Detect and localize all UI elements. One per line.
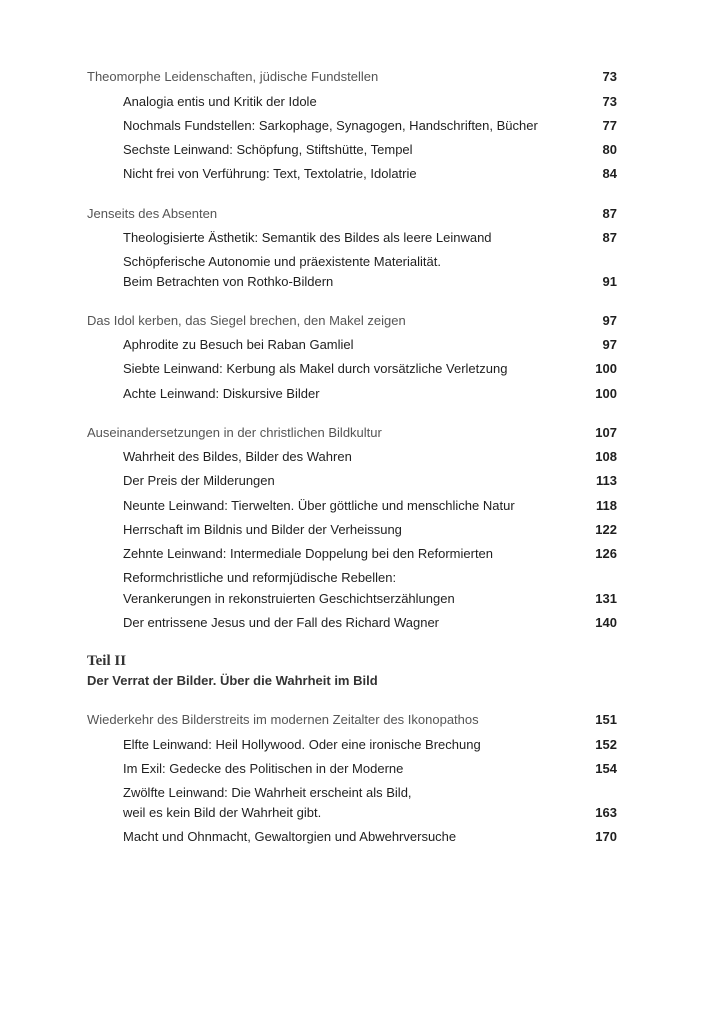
toc-entry-line1: [0, 567, 723, 589]
page-number: 154: [595, 761, 617, 776]
toc-entry: [0, 495, 723, 517]
toc-entry-line2: [0, 802, 723, 824]
page-number: 87: [602, 206, 617, 221]
entry-title: Nicht frei von Verführung: Text, Textolatrie, Idolatrie: [123, 166, 417, 181]
page-number: 73: [602, 94, 617, 109]
entry-title-line1: Schöpferische Autonomie und präexistente Materialität.: [123, 254, 441, 269]
page-number: 107: [595, 425, 617, 440]
toc-section-heading: [0, 203, 723, 225]
toc-entry: [0, 734, 723, 756]
page-number: 126: [595, 546, 617, 561]
entry-title-line2: Verankerungen in rekonstruierten Geschichtserzählungen: [123, 591, 455, 606]
page-number: 140: [595, 615, 617, 630]
entry-title-line2: Beim Betrachten von Rothko-Bildern: [123, 274, 334, 289]
toc-entry: [0, 519, 723, 541]
entry-title: Wahrheit des Bildes, Bilder des Wahren: [123, 449, 352, 464]
page-number: 163: [595, 805, 617, 820]
entry-title: Neunte Leinwand: Tierwelten. Über göttliche und menschliche Natur: [123, 498, 515, 513]
entry-title: Zehnte Leinwand: Intermediale Doppelung bei den Reformierten: [123, 546, 494, 561]
entry-title-line1: Zwölfte Leinwand: Die Wahrheit erscheint als Bild,: [123, 785, 412, 800]
entry-title: Im Exil: Gedecke des Politischen in der Moderne: [123, 761, 404, 776]
page-number: 97: [602, 313, 617, 328]
toc-entry: [0, 446, 723, 468]
toc-entry-line1: [0, 251, 723, 273]
entry-title: Elfte Leinwand: Heil Hollywood. Oder eine ironische Brechung: [123, 737, 481, 752]
page-number: 170: [595, 829, 617, 844]
section-title: Wiederkehr des Bilderstreits im modernen Zeitalter des Ikonopathos: [87, 712, 479, 727]
part-label: Teil II: [87, 653, 127, 669]
page-number: 100: [595, 361, 617, 376]
entry-title: Analogia entis und Kritik der Idole: [123, 94, 317, 109]
page-number: 131: [595, 591, 617, 606]
page-number: 152: [595, 737, 617, 752]
toc-entry: [0, 543, 723, 565]
page-number: 80: [602, 142, 617, 157]
toc-entry-line2: [0, 588, 723, 610]
page-number: 97: [602, 337, 617, 352]
toc-section-heading: [0, 709, 723, 731]
section-title: Theomorphe Leidenschaften, jüdische Fundstellen: [87, 69, 379, 84]
entry-title: Sechste Leinwand: Schöpfung, Stiftshütte, Tempel: [123, 142, 413, 157]
toc-entry: [0, 612, 723, 634]
entry-title: Siebte Leinwand: Kerbung als Makel durch vorsätzliche Verletzung: [123, 361, 508, 376]
toc-section-heading: [0, 310, 723, 332]
toc-entry: [0, 826, 723, 848]
page-number: 84: [602, 166, 617, 181]
page-number: 77: [602, 118, 617, 133]
toc-section-heading: [0, 422, 723, 444]
part-title: Der Verrat der Bilder. Über die Wahrheit im Bild: [87, 673, 378, 688]
page-number: 108: [595, 449, 617, 464]
page-number: 151: [595, 712, 617, 727]
entry-title: Der Preis der Milderungen: [123, 473, 275, 488]
toc-entry-line2: [0, 271, 723, 293]
entry-title: Der entrissene Jesus und der Fall des Richard Wagner: [123, 615, 439, 630]
entry-title: Aphrodite zu Besuch bei Raban Gamliel: [123, 337, 354, 352]
toc-entry: [0, 139, 723, 161]
section-title: Jenseits des Absenten: [87, 206, 218, 221]
toc-entry: [0, 470, 723, 492]
toc-section-heading: [0, 66, 723, 88]
toc-entry: [0, 227, 723, 249]
entry-title: Achte Leinwand: Diskursive Bilder: [123, 386, 320, 401]
toc-entry: [0, 91, 723, 113]
page-number: 122: [595, 522, 617, 537]
toc-entry: [0, 163, 723, 185]
entry-title: Theologisierte Ästhetik: Semantik des Bildes als leere Leinwand: [123, 230, 492, 245]
entry-title-line2: weil es kein Bild der Wahrheit gibt.: [123, 805, 322, 820]
page-number: 100: [595, 386, 617, 401]
toc-entry: [0, 758, 723, 780]
page-number: 73: [602, 69, 617, 84]
toc-entry: [0, 358, 723, 380]
page-number: 118: [596, 498, 617, 513]
toc-entry-line1: [0, 782, 723, 804]
toc-entry: [0, 383, 723, 405]
page-number: 113: [596, 473, 617, 488]
toc-entry: [0, 334, 723, 356]
entry-title-line1: Reformchristliche und reformjüdische Rebellen:: [123, 570, 397, 585]
entry-title: Macht und Ohnmacht, Gewaltorgien und Abwehrversuche: [123, 829, 457, 844]
page-number: 91: [602, 274, 617, 289]
section-title: Das Idol kerben, das Siegel brechen, den Makel zeigen: [87, 313, 406, 328]
entry-title: Nochmals Fundstellen: Sarkophage, Synagogen, Handschriften, Bücher: [123, 118, 538, 133]
section-title: Auseinandersetzungen in der christlichen Bildkultur: [87, 425, 382, 440]
page-number: 87: [602, 230, 617, 245]
entry-title: Herrschaft im Bildnis und Bilder der Verheissung: [123, 522, 402, 537]
toc-entry: [0, 115, 723, 137]
